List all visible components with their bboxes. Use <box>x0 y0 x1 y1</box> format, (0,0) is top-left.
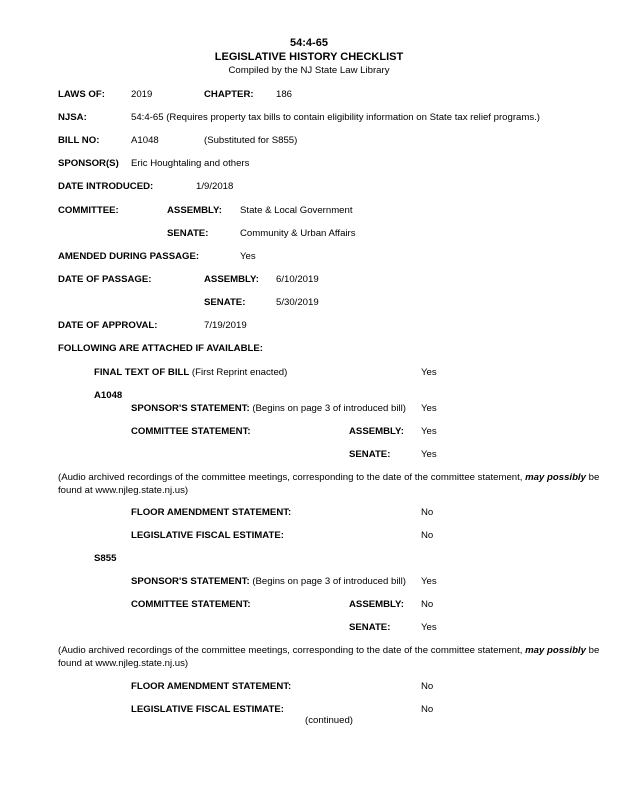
passage-assembly-label: ASSEMBLY: <box>204 274 259 285</box>
s855-sponsor-statement-note: (Begins on page 3 of introduced bill) <box>252 576 406 587</box>
njsa-label: NJSA: <box>58 112 87 123</box>
a1048-audio-note-text: (Audio archived recordings of the committee meetings, corresponding to the date of the committee statement, <box>58 472 526 483</box>
a1048-committee-senate-value: Yes <box>421 449 437 460</box>
passage-assembly-value: 6/10/2019 <box>276 274 319 285</box>
committee-senate-label: SENATE: <box>167 228 209 239</box>
s855-audio-note-emphasis: may possibly <box>525 645 586 656</box>
bill-no-note: (Substituted for S855) <box>204 135 298 146</box>
a1048-committee-statement-label: COMMITTEE STATEMENT: <box>131 426 251 437</box>
passage-senate-label: SENATE: <box>204 297 246 308</box>
laws-of-value: 2019 <box>131 89 153 100</box>
a1048-committee-senate-label: SENATE: <box>349 449 391 460</box>
s855-floor-amendment-value: No <box>421 681 434 692</box>
chapter-label: CHAPTER: <box>204 89 254 100</box>
passage-senate-value: 5/30/2019 <box>276 297 319 308</box>
continued-note: (continued) <box>305 715 353 726</box>
s855-committee-assembly-label: ASSEMBLY: <box>349 599 404 610</box>
final-text-row <box>94 368 287 378</box>
a1048-heading: A1048 <box>94 390 123 401</box>
s855-sponsor-statement-row <box>131 577 406 587</box>
date-introduced-label: DATE INTRODUCED: <box>58 181 154 192</box>
s855-floor-amendment-label: FLOOR AMENDMENT STATEMENT: <box>131 681 292 692</box>
s855-committee-senate-value: Yes <box>421 622 437 633</box>
final-text-value: Yes <box>421 367 437 378</box>
a1048-audio-note <box>58 472 603 497</box>
s855-committee-statement-label: COMMITTEE STATEMENT: <box>131 599 251 610</box>
final-text-note: (First Reprint enacted) <box>191 367 288 378</box>
amended-value: Yes <box>240 251 256 262</box>
committee-label: COMMITTEE: <box>58 205 119 216</box>
s855-sponsor-statement-value: Yes <box>421 576 437 587</box>
a1048-floor-amendment-label: FLOOR AMENDMENT STATEMENT: <box>131 507 292 518</box>
committee-senate-value: Community & Urban Affairs <box>240 228 356 239</box>
a1048-sponsor-statement-label: SPONSOR'S STATEMENT: <box>131 403 250 414</box>
s855-audio-note-link-text: be found at www.njleg.state.nj.us) <box>58 645 600 669</box>
bill-no-label: BILL NO: <box>58 135 100 146</box>
date-introduced-value: 1/9/2018 <box>196 181 234 192</box>
s855-audio-note <box>58 645 603 670</box>
a1048-audio-note-link-text: be found at www.njleg.state.nj.us) <box>58 472 600 496</box>
chapter-value: 186 <box>276 89 293 100</box>
committee-assembly-value: State & Local Government <box>240 205 353 216</box>
a1048-sponsor-statement-note: (Begins on page 3 of introduced bill) <box>252 403 406 414</box>
committee-assembly-label: ASSEMBLY: <box>167 205 222 216</box>
a1048-fiscal-estimate-value: No <box>421 530 434 541</box>
s855-sponsor-statement-label: SPONSOR'S STATEMENT: <box>131 576 250 587</box>
page-subtitle: Compiled by the NJ State Law Library <box>228 65 390 76</box>
sponsors-value: Eric Houghtaling and others <box>131 158 250 169</box>
s855-committee-assembly-value: No <box>421 599 434 610</box>
passage-label: DATE OF PASSAGE: <box>58 274 152 285</box>
laws-of-label: LAWS OF: <box>58 89 105 100</box>
page-title: LEGISLATIVE HISTORY CHECKLIST <box>214 51 404 63</box>
approval-value: 7/19/2019 <box>204 320 247 331</box>
final-text-label: FINAL TEXT OF BILL <box>94 367 190 378</box>
approval-label: DATE OF APPROVAL: <box>58 320 158 331</box>
s855-committee-senate-label: SENATE: <box>349 622 391 633</box>
njsa-value: 54:4-65 (Requires property tax bills to contain eligibility information on State tax relief programs.) <box>131 112 540 123</box>
attached-heading: FOLLOWING ARE ATTACHED IF AVAILABLE: <box>58 343 263 354</box>
s855-fiscal-estimate-value: No <box>421 704 434 715</box>
amended-label: AMENDED DURING PASSAGE: <box>58 251 200 262</box>
a1048-committee-assembly-label: ASSEMBLY: <box>349 426 404 437</box>
s855-fiscal-estimate-label: LEGISLATIVE FISCAL ESTIMATE: <box>131 704 284 715</box>
sponsors-label: SPONSOR(S) <box>58 158 119 169</box>
s855-audio-note-text: (Audio archived recordings of the committee meetings, corresponding to the date of the committee statement, <box>58 645 526 656</box>
a1048-floor-amendment-value: No <box>421 507 434 518</box>
s855-heading: S855 <box>94 553 117 564</box>
a1048-fiscal-estimate-label: LEGISLATIVE FISCAL ESTIMATE: <box>131 530 284 541</box>
bill-no-value: A1048 <box>131 135 159 146</box>
citation: 54:4-65 <box>290 37 328 49</box>
a1048-committee-assembly-value: Yes <box>421 426 437 437</box>
a1048-audio-note-emphasis: may possibly <box>525 472 586 483</box>
a1048-sponsor-statement-value: Yes <box>421 403 437 414</box>
a1048-sponsor-statement-row <box>131 404 406 414</box>
